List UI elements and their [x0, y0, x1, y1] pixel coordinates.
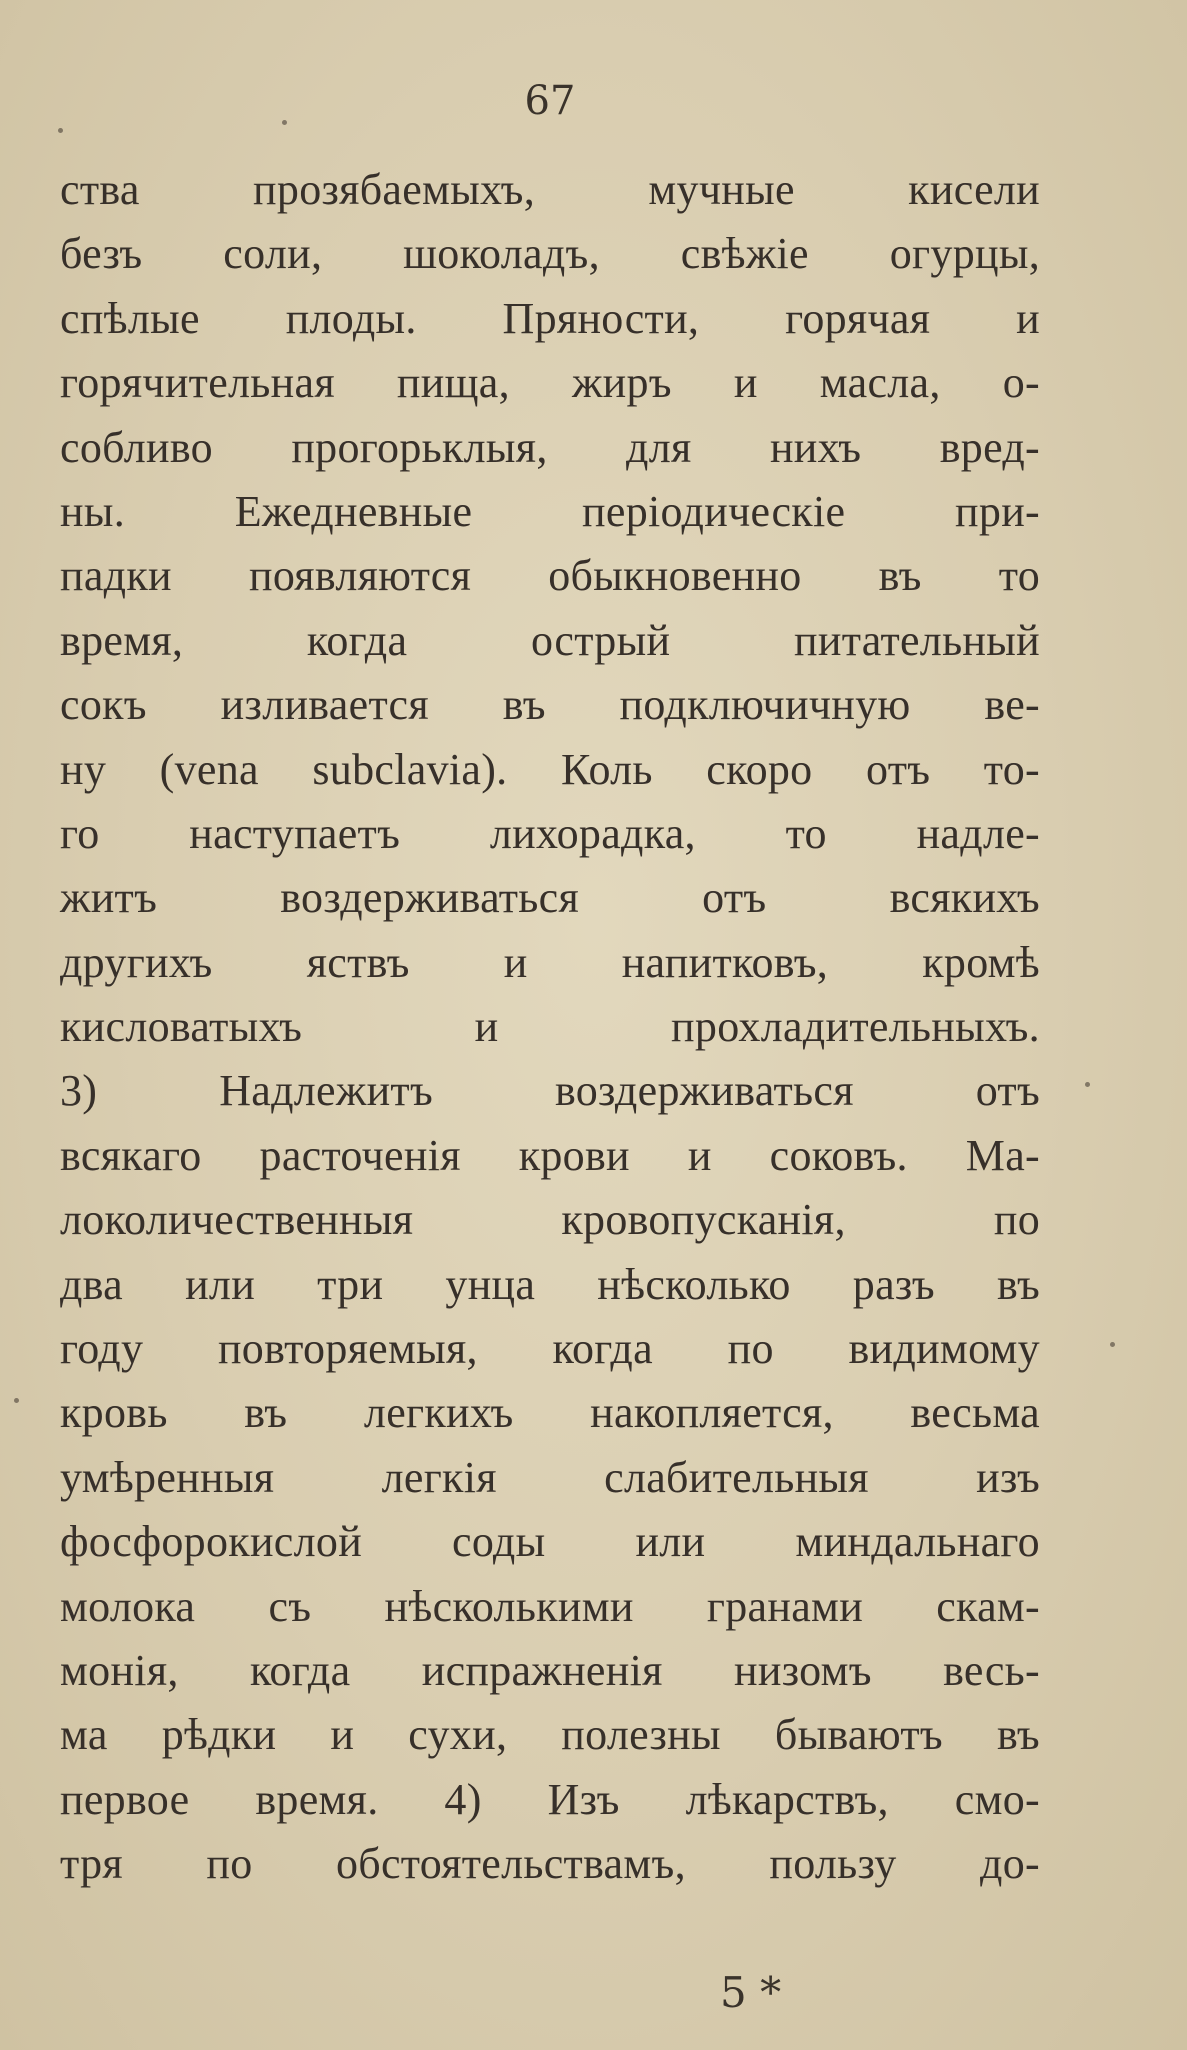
text-line: умѣренныя легкія слабительныя изъ [60, 1452, 1040, 1502]
text-line: горячительная пища, жиръ и масла, о- [60, 358, 1040, 408]
text-line: падки появляются обыкновенно въ то [60, 551, 1040, 601]
text-line: тря по обстоятельствамъ, пользу до- [60, 1839, 1040, 1889]
text-line: первое время. 4) Изъ лѣкарствъ, смо- [60, 1774, 1040, 1824]
text-line: житъ воздерживаться отъ всякихъ [60, 873, 1040, 923]
text-line: кровь въ легкихъ накопляется, весьма [60, 1388, 1040, 1438]
text-line: ства прозябаемыхъ, мучные кисели [60, 165, 1040, 214]
signature-mark: 5 * [720, 1968, 782, 2017]
text-line: ны. Ежедневные періодическіе при- [60, 486, 1040, 536]
text-line: собливо прогорьклыя, для нихъ вред- [60, 422, 1040, 472]
text-line: 3) Надлежитъ воздерживаться отъ [60, 1066, 1040, 1116]
text-line: сокъ изливается въ подключичную ве- [60, 680, 1040, 730]
text-line: монія, когда испражненія низомъ весь- [60, 1645, 1040, 1695]
text-line: всякаго расточенія крови и соковъ. Ма- [60, 1130, 1040, 1180]
text-line: время, когда острый питательный [60, 615, 1040, 665]
text-line: го наступаетъ лихорадка, то надле- [60, 808, 1040, 858]
text-line: году повторяемыя, когда по видимому [60, 1324, 1040, 1374]
text-line: другихъ яствъ и напитковъ, кромѣ [60, 937, 1040, 987]
text-line: фосфорокислой соды или миндальнаго [60, 1517, 1040, 1567]
text-line: два или три унца нѣсколько разъ въ [60, 1259, 1040, 1309]
text-line: локоличественныя кровопусканія, по [60, 1195, 1040, 1245]
text-line: безъ соли, шоколадъ, свѣжіе огурцы, [60, 229, 1040, 279]
text-line: кисловатыхъ и прохладительныхъ. [60, 1002, 1040, 1052]
page-number: 67 [524, 78, 576, 124]
text-line: ну (vena subclavia). Коль скоро отъ то- [60, 744, 1040, 794]
ink-speck [14, 1398, 19, 1403]
text-line: молока съ нѣсколькими гранами скам- [60, 1581, 1040, 1631]
ink-speck [1085, 1082, 1090, 1087]
body-text [60, 158, 1040, 1897]
text-line: ма рѣдки и сухи, полезны бываютъ въ [60, 1710, 1040, 1760]
text-line: спѣлые плоды. Пряности, горячая и [60, 293, 1040, 343]
ink-speck [58, 128, 63, 133]
ink-speck [282, 120, 287, 125]
ink-speck [1110, 1342, 1115, 1347]
